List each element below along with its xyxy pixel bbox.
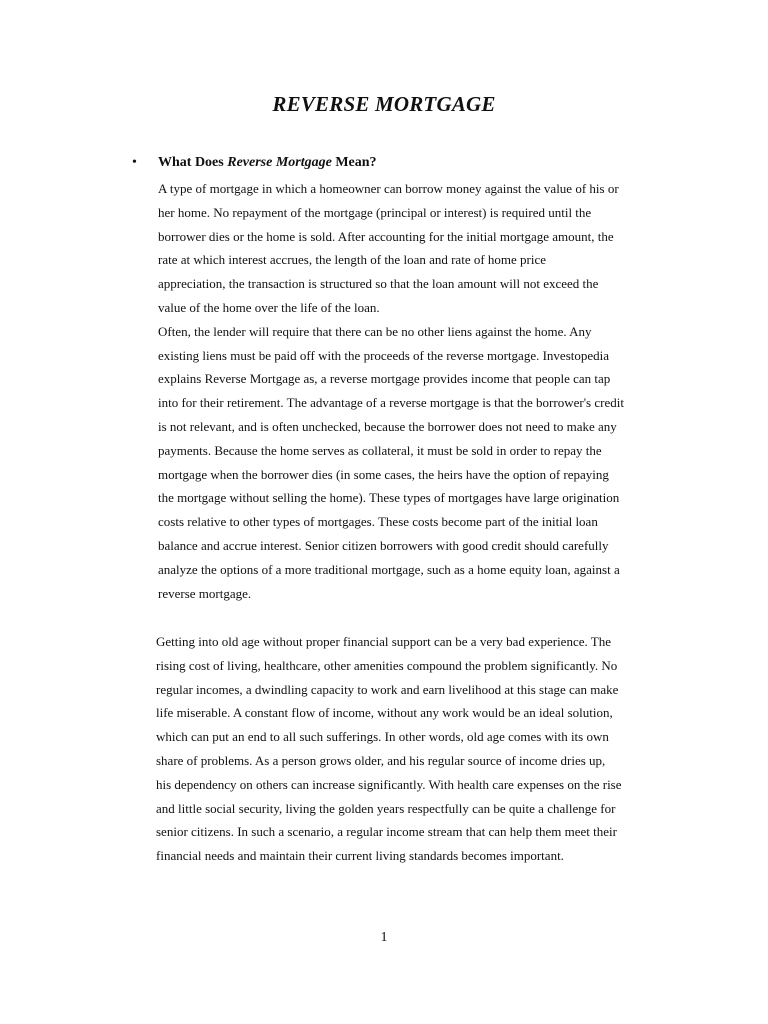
text-line: senior citizens. In such a scenario, a regular income stream that can help them meet their: [156, 824, 617, 840]
text-line: balance and accrue interest. Senior citizen borrowers with good credit should carefully: [158, 537, 609, 553]
old-age-paragraph: [156, 630, 622, 868]
text-line: his dependency on others can increase significantly. With health care expenses on the rise: [156, 776, 622, 792]
text-line: which can put an end to all such sufferings. In other words, old age comes with its own: [156, 729, 609, 745]
heading-emphasis: Reverse Mortgage: [227, 155, 332, 170]
text-line: value of the home over the life of the loan.: [158, 299, 380, 315]
text-line: and little social security, living the golden years respectfully can be quite a challenge for: [156, 800, 616, 816]
bullet-marker: •: [132, 155, 137, 170]
text-line: life miserable. A constant flow of income, without any work would be an ideal solution,: [156, 705, 613, 721]
text-line: mortgage when the borrower dies (in some cases, the heirs have the option of repaying: [158, 466, 609, 482]
text-line: explains Reverse Mortgage as, a reverse mortgage provides income that people can tap: [158, 371, 611, 387]
text-line: borrower dies or the home is sold. After accounting for the initial mortgage amount, the: [158, 228, 614, 244]
text-line: Getting into old age without proper financial support can be a very bad experience. The: [156, 634, 611, 649]
definition-paragraphs: [158, 177, 624, 605]
text-line: regular incomes, a dwindling capacity to work and earn livelihood at this stage can make: [156, 681, 619, 697]
text-line: costs relative to other types of mortgages. These costs become part of the initial loan: [158, 514, 598, 530]
text-line: the mortgage without selling the home). These types of mortgages have large origination: [158, 490, 620, 506]
text-line: into for their retirement. The advantage of a reverse mortgage is that the borrower's credit: [158, 395, 624, 411]
text-line: appreciation, the transaction is structured so that the loan amount will not exceed the: [158, 276, 599, 292]
text-line: A type of mortgage in which a homeowner can borrow money against the value of his or: [158, 181, 619, 196]
text-line: Often, the lender will require that there can be no other liens against the home. Any: [158, 323, 592, 339]
section-heading: [158, 153, 377, 173]
text-line: her home. No repayment of the mortgage (principal or interest) is required until the: [158, 204, 592, 220]
text-line: existing liens must be paid off with the proceeds of the reverse mortgage. Investopedia: [158, 347, 610, 363]
text-line: share of problems. As a person grows older, and his regular source of income dries up,: [156, 752, 606, 768]
heading-suffix: Mean?: [331, 155, 377, 170]
page-number: 1: [380, 930, 388, 945]
text-line: financial needs and maintain their current living standards becomes important.: [156, 848, 564, 864]
document-title: REVERSE MORTGAGE: [272, 92, 496, 116]
text-line: is not relevant, and is often unchecked, because the borrower does not need to make any: [158, 418, 617, 434]
text-line: analyze the options of a more traditional mortgage, such as a home equity loan, against a: [158, 561, 620, 577]
text-line: reverse mortgage.: [158, 585, 252, 601]
text-line: rising cost of living, healthcare, other amenities compound the problem significantly. No: [156, 657, 618, 673]
text-line: payments. Because the home serves as collateral, it must be sold in order to repay the: [158, 442, 602, 458]
heading-prefix: What Does: [158, 155, 228, 170]
text-line: rate at which interest accrues, the length of the loan and rate of home price: [158, 252, 547, 268]
